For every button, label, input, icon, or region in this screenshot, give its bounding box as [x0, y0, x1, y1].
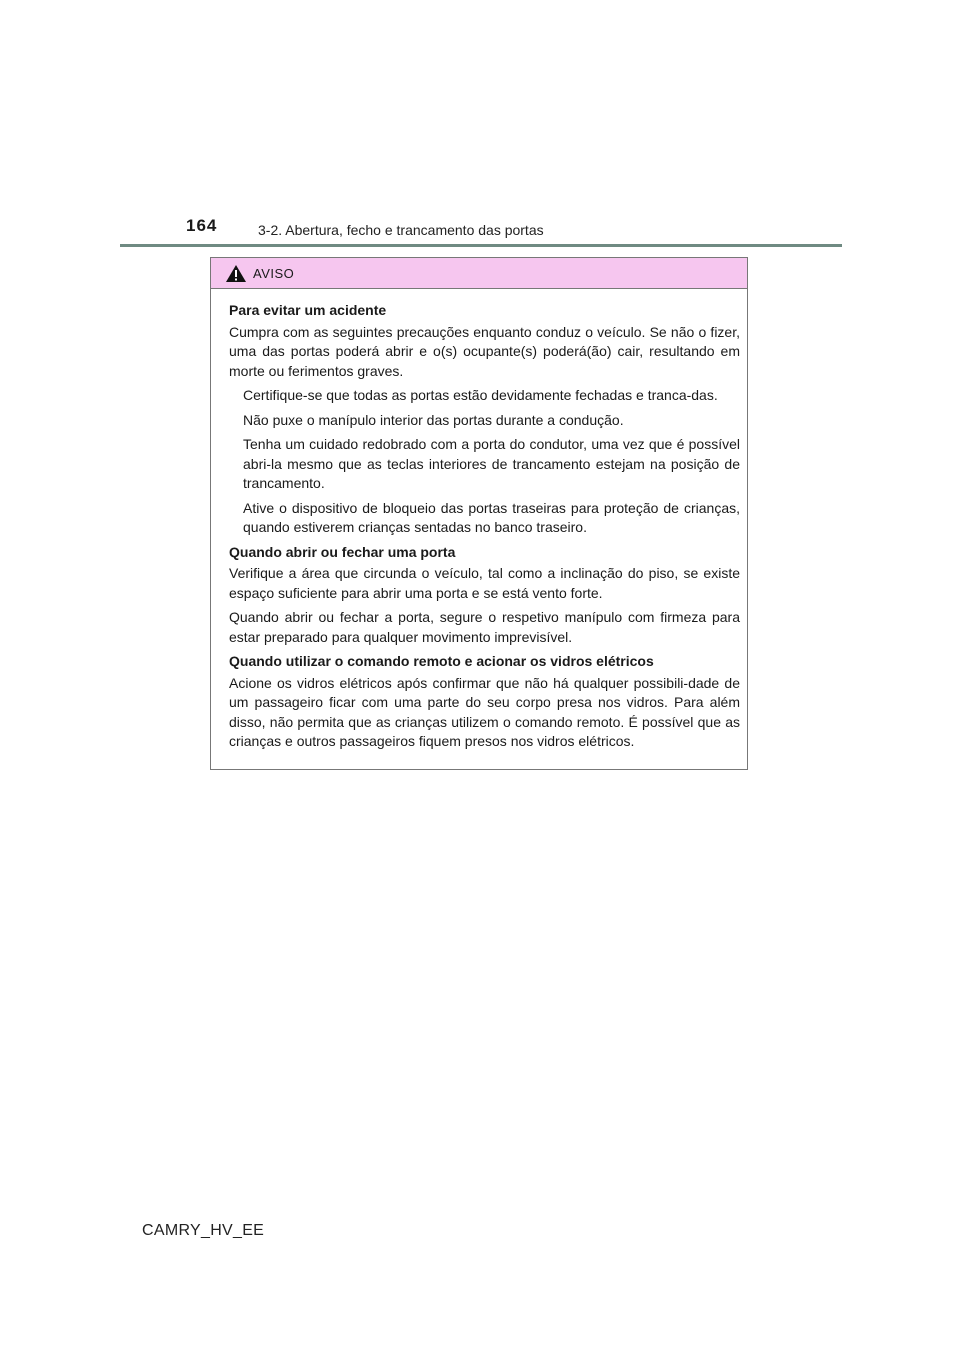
- warning-block-doors: [229, 543, 740, 648]
- warning-block-remote: [229, 652, 740, 752]
- footer-model-code: CAMRY_HV_EE: [142, 1222, 265, 1239]
- bullet-item: Não puxe o manípulo interior das portas durante a condução.: [243, 411, 624, 428]
- paragraph: Acione os vidros elétricos após confirmar que não há qualquer possibili-dade de um passageiro ficar com uma parte do seu corpo presa nos vidros. Para além disso, não permita que as crianças utilizem o comando remoto. É possível que as crianças e outros passageiros fiquem presos nos vidros elétricos.: [229, 674, 740, 749]
- bullet-item: Tenha um cuidado redobrado com a porta do condutor, uma vez que é possível abri-la mesmo que as teclas interiores de trancamento estejam na posição de trancamento.: [243, 436, 740, 491]
- block-heading: Quando utilizar o comando remoto e acionar os vidros elétricos: [229, 653, 654, 669]
- warning-body: [211, 289, 747, 769]
- bullet-item: Certifique-se que todas as portas estão devidamente fechadas e tranca-das.: [243, 387, 718, 403]
- warning-header: [211, 258, 747, 289]
- page-number: 164: [186, 216, 218, 235]
- bullet-item: Ative o dispositivo de bloqueio das portas traseiras para proteção de crianças, quando estiverem crianças sentadas no banco traseiro.: [243, 499, 740, 535]
- paragraph: Cumpra com as seguintes precauções enquanto conduz o veículo. Se não o fizer, uma das portas poderá abrir e o(s) ocupante(s) poderá(ão) cair, resultando em morte ou ferimentos graves.: [229, 323, 740, 379]
- paragraph: Verifique a área que circunda o veículo, tal como a inclinação do piso, se existe espaço suficiente para abrir uma porta e se está vento forte.: [229, 565, 740, 601]
- warning-box: [210, 257, 748, 770]
- warning-block-accident: [229, 301, 740, 538]
- warning-label: AVISO: [253, 265, 295, 281]
- header-divider: [120, 244, 842, 247]
- paragraph: Quando abrir ou fechar a porta, segure o respetivo manípulo com firmeza para estar preparado para qualquer movimento imprevisível.: [229, 609, 740, 645]
- block-heading: Para evitar um acidente: [229, 302, 387, 318]
- section-title: 3-2. Abertura, fecho e trancamento das portas: [258, 222, 544, 238]
- warning-triangle-icon: [225, 264, 247, 283]
- block-heading: Quando abrir ou fechar uma porta: [229, 543, 456, 560]
